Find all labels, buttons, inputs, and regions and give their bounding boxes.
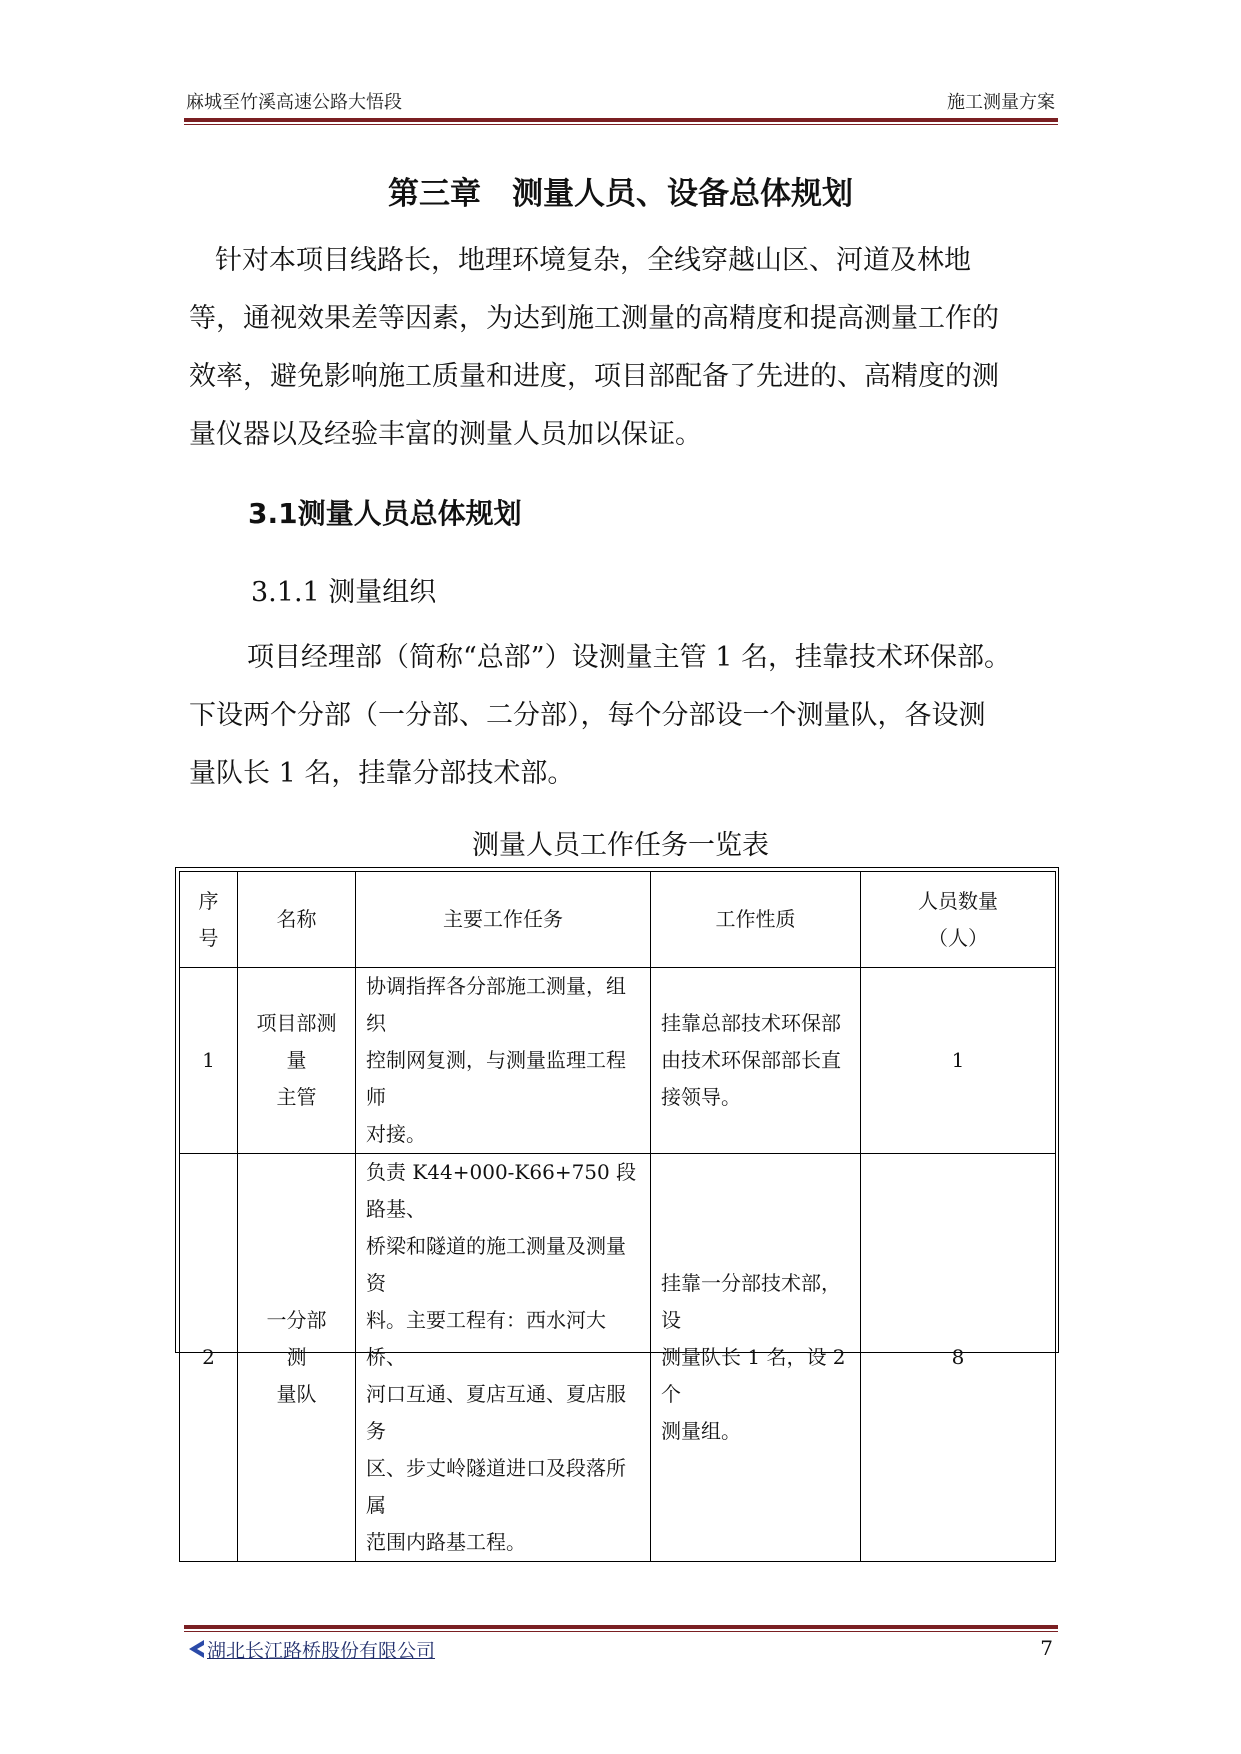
- intro-line: 等，通视效果差等因素，为达到施工测量的高精度和提高测量工作的: [189, 303, 999, 334]
- cell-count: 1: [861, 968, 1056, 1154]
- footer-rule-thin: [184, 1631, 1058, 1632]
- cell-nature: 挂靠一分部技术部，设 测量队长 1 名，设 2 个 测量组。: [651, 1154, 861, 1562]
- header-count: 人员数量 （人）: [861, 872, 1056, 968]
- header-rule-thin: [184, 124, 1058, 125]
- intro-line: 量仪器以及经验丰富的测量人员加以保证。: [189, 419, 702, 450]
- org-line: 量队长 1 名，挂靠分部技术部。: [189, 758, 575, 789]
- cell-count: 8: [861, 1154, 1056, 1562]
- footer-company-name: 湖北长江路桥股份有限公司: [207, 1640, 436, 1662]
- section-title: 3.1测量人员总体规划: [248, 497, 522, 530]
- organization-paragraph: [189, 629, 1065, 803]
- survey-staff-table: [179, 871, 1056, 1562]
- cell-name: 一分部 测 量队: [238, 1154, 356, 1562]
- cell-name: 项目部测量 主管: [238, 968, 356, 1154]
- intro-line: 效率，避免影响施工质量和进度，项目部配备了先进的、高精度的测: [189, 361, 999, 392]
- header-rule-thick: [184, 118, 1058, 122]
- header-task: 主要工作任务: [356, 872, 651, 968]
- intro-paragraph: [189, 232, 1065, 464]
- table-header-row: [180, 872, 1056, 968]
- footer-rule-thick: [184, 1625, 1058, 1629]
- company-logo-icon: [186, 1639, 206, 1659]
- header-project-name: 麻城至竹溪高速公路大悟段: [186, 92, 402, 113]
- subsection-title: 3.1.1 测量组织: [251, 577, 437, 608]
- intro-line: 针对本项目线路长，地理环境复杂，全线穿越山区、河道及林地: [215, 245, 971, 276]
- table-caption: 测量人员工作任务一览表: [472, 830, 769, 861]
- cell-nature: 挂靠总部技术环保部 由技术环保部部长直 接领导。: [651, 968, 861, 1154]
- cell-task: 协调指挥各分部施工测量，组织 控制网复测，与测量监理工程师 对接。: [356, 968, 651, 1154]
- header-name: 名称: [238, 872, 356, 968]
- header-nature: 工作性质: [651, 872, 861, 968]
- table-row: [180, 1154, 1056, 1562]
- table-row: [180, 968, 1056, 1154]
- header-document-title: 施工测量方案: [947, 92, 1055, 113]
- chapter-title: 第三章 测量人员、设备总体规划: [388, 176, 853, 212]
- page-number: 7: [1040, 1636, 1053, 1660]
- header-seq: 序 号: [180, 872, 238, 968]
- cell-seq: 1: [180, 968, 238, 1154]
- org-line: 下设两个分部（一分部、二分部），每个分部设一个测量队，各设测: [189, 700, 986, 731]
- org-line: 项目经理部（简称“总部”）设测量主管 1 名，挂靠技术环保部。: [247, 642, 1011, 673]
- cell-task: 负责 K44+000-K66+750 段路基、 桥梁和隧道的施工测量及测量资 料。主要工程有：西水河大桥、 河口互通、夏店互通、夏店服务 区、步丈岭隧道进口及段落所属 范围内路基工程。: [356, 1154, 651, 1562]
- cell-seq: 2: [180, 1154, 238, 1562]
